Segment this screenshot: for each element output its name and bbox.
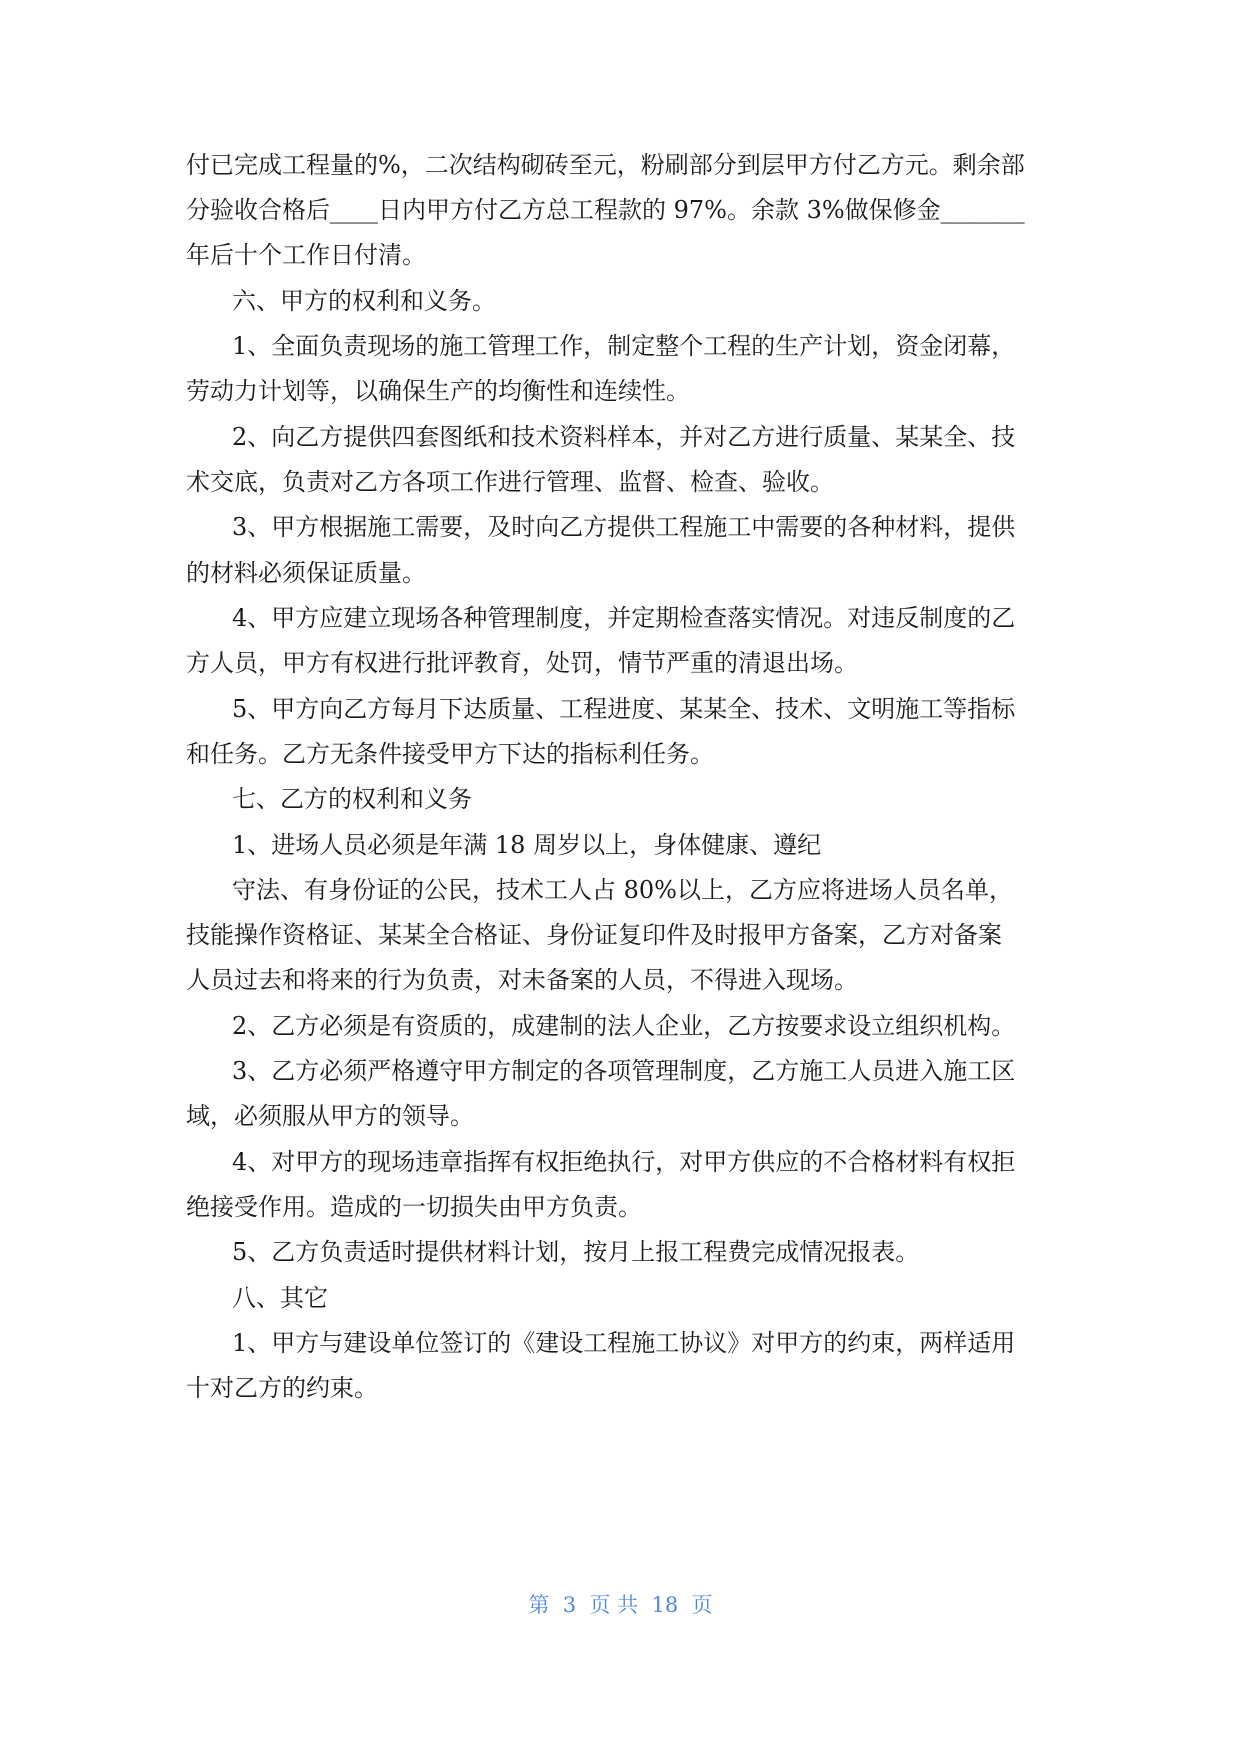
text-line: 方人员，甲方有权进行批评教育，处罚，情节严重的清退出场。 [186,649,858,677]
section-heading: 八、其它 [232,1284,328,1312]
text-line: 3、乙方必须严格遵守甲方制定的各项管理制度，乙方施工人员进入施工区 [232,1057,1016,1085]
text-line: 十对乙方的约束。 [186,1374,378,1402]
text-line: 4、甲方应建立现场各种管理制度，并定期检查落实情况。对违反制度的乙 [232,604,1016,632]
page-number-footer: 第 3 页 共 18 页 [528,1593,713,1617]
text-line: 域，必须服从甲方的领导。 [186,1102,474,1130]
text-line: 4、对甲方的现场违章指挥有权拒绝执行，对甲方供应的不合格材料有权拒 [232,1148,1016,1176]
text-line: 1、进场人员必须是年满 18 周岁以上，身体健康、遵纪 [232,831,822,859]
section-heading: 六、甲方的权利和义务。 [232,287,496,315]
text-line: 5、甲方向乙方每月下达质量、工程进度、某某全、技术、文明施工等指标 [232,695,1016,723]
text-line: 术交底，负责对乙方各项工作进行管理、监督、检查、验收。 [186,468,834,496]
text-line: 的材料必须保证质量。 [186,559,426,587]
text-line: 分验收合格后____日内甲方付乙方总工程款的 97%。余款 3%做保修金_______ [186,196,1025,224]
text-line: 劳动力计划等，以确保生产的均衡性和连续性。 [186,377,690,405]
text-line: 技能操作资格证、某某全合格证、身份证复印件及时报甲方备案，乙方对备案 [186,921,1002,949]
text-line: 2、向乙方提供四套图纸和技术资料样本，并对乙方进行质量、某某全、技 [232,423,1016,451]
text-line: 5、乙方负责适时提供材料计划，按月上报工程费完成情况报表。 [232,1238,920,1266]
text-line: 1、全面负责现场的施工管理工作，制定整个工程的生产计划，资金闭幕， [232,332,1016,360]
text-line: 和任务。乙方无条件接受甲方下达的指标利任务。 [186,740,714,768]
section-heading: 七、乙方的权利和义务 [232,785,472,813]
text-line: 守法、有身份证的公民，技术工人占 80%以上，乙方应将进场人员名单， [232,876,1013,904]
text-line: 年后十个工作日付清。 [186,241,426,269]
text-line: 付已完成工程量的%，二次结构砌砖至元，粉刷部分到层甲方付乙方元。剩余部 [186,151,1025,179]
text-line: 3、甲方根据施工需要，及时向乙方提供工程施工中需要的各种材料，提供 [232,513,1016,541]
text-line: 2、乙方必须是有资质的，成建制的法人企业，乙方按要求设立组织机构。 [232,1012,1016,1040]
text-line: 1、甲方与建设单位签订的《建设工程施工协议》对甲方的约束，两样适用 [232,1329,1016,1357]
text-line: 人员过去和将来的行为负责，对未备案的人员，不得进入现场。 [186,966,858,994]
text-line: 绝接受作用。造成的一切损失由甲方负责。 [186,1193,642,1221]
